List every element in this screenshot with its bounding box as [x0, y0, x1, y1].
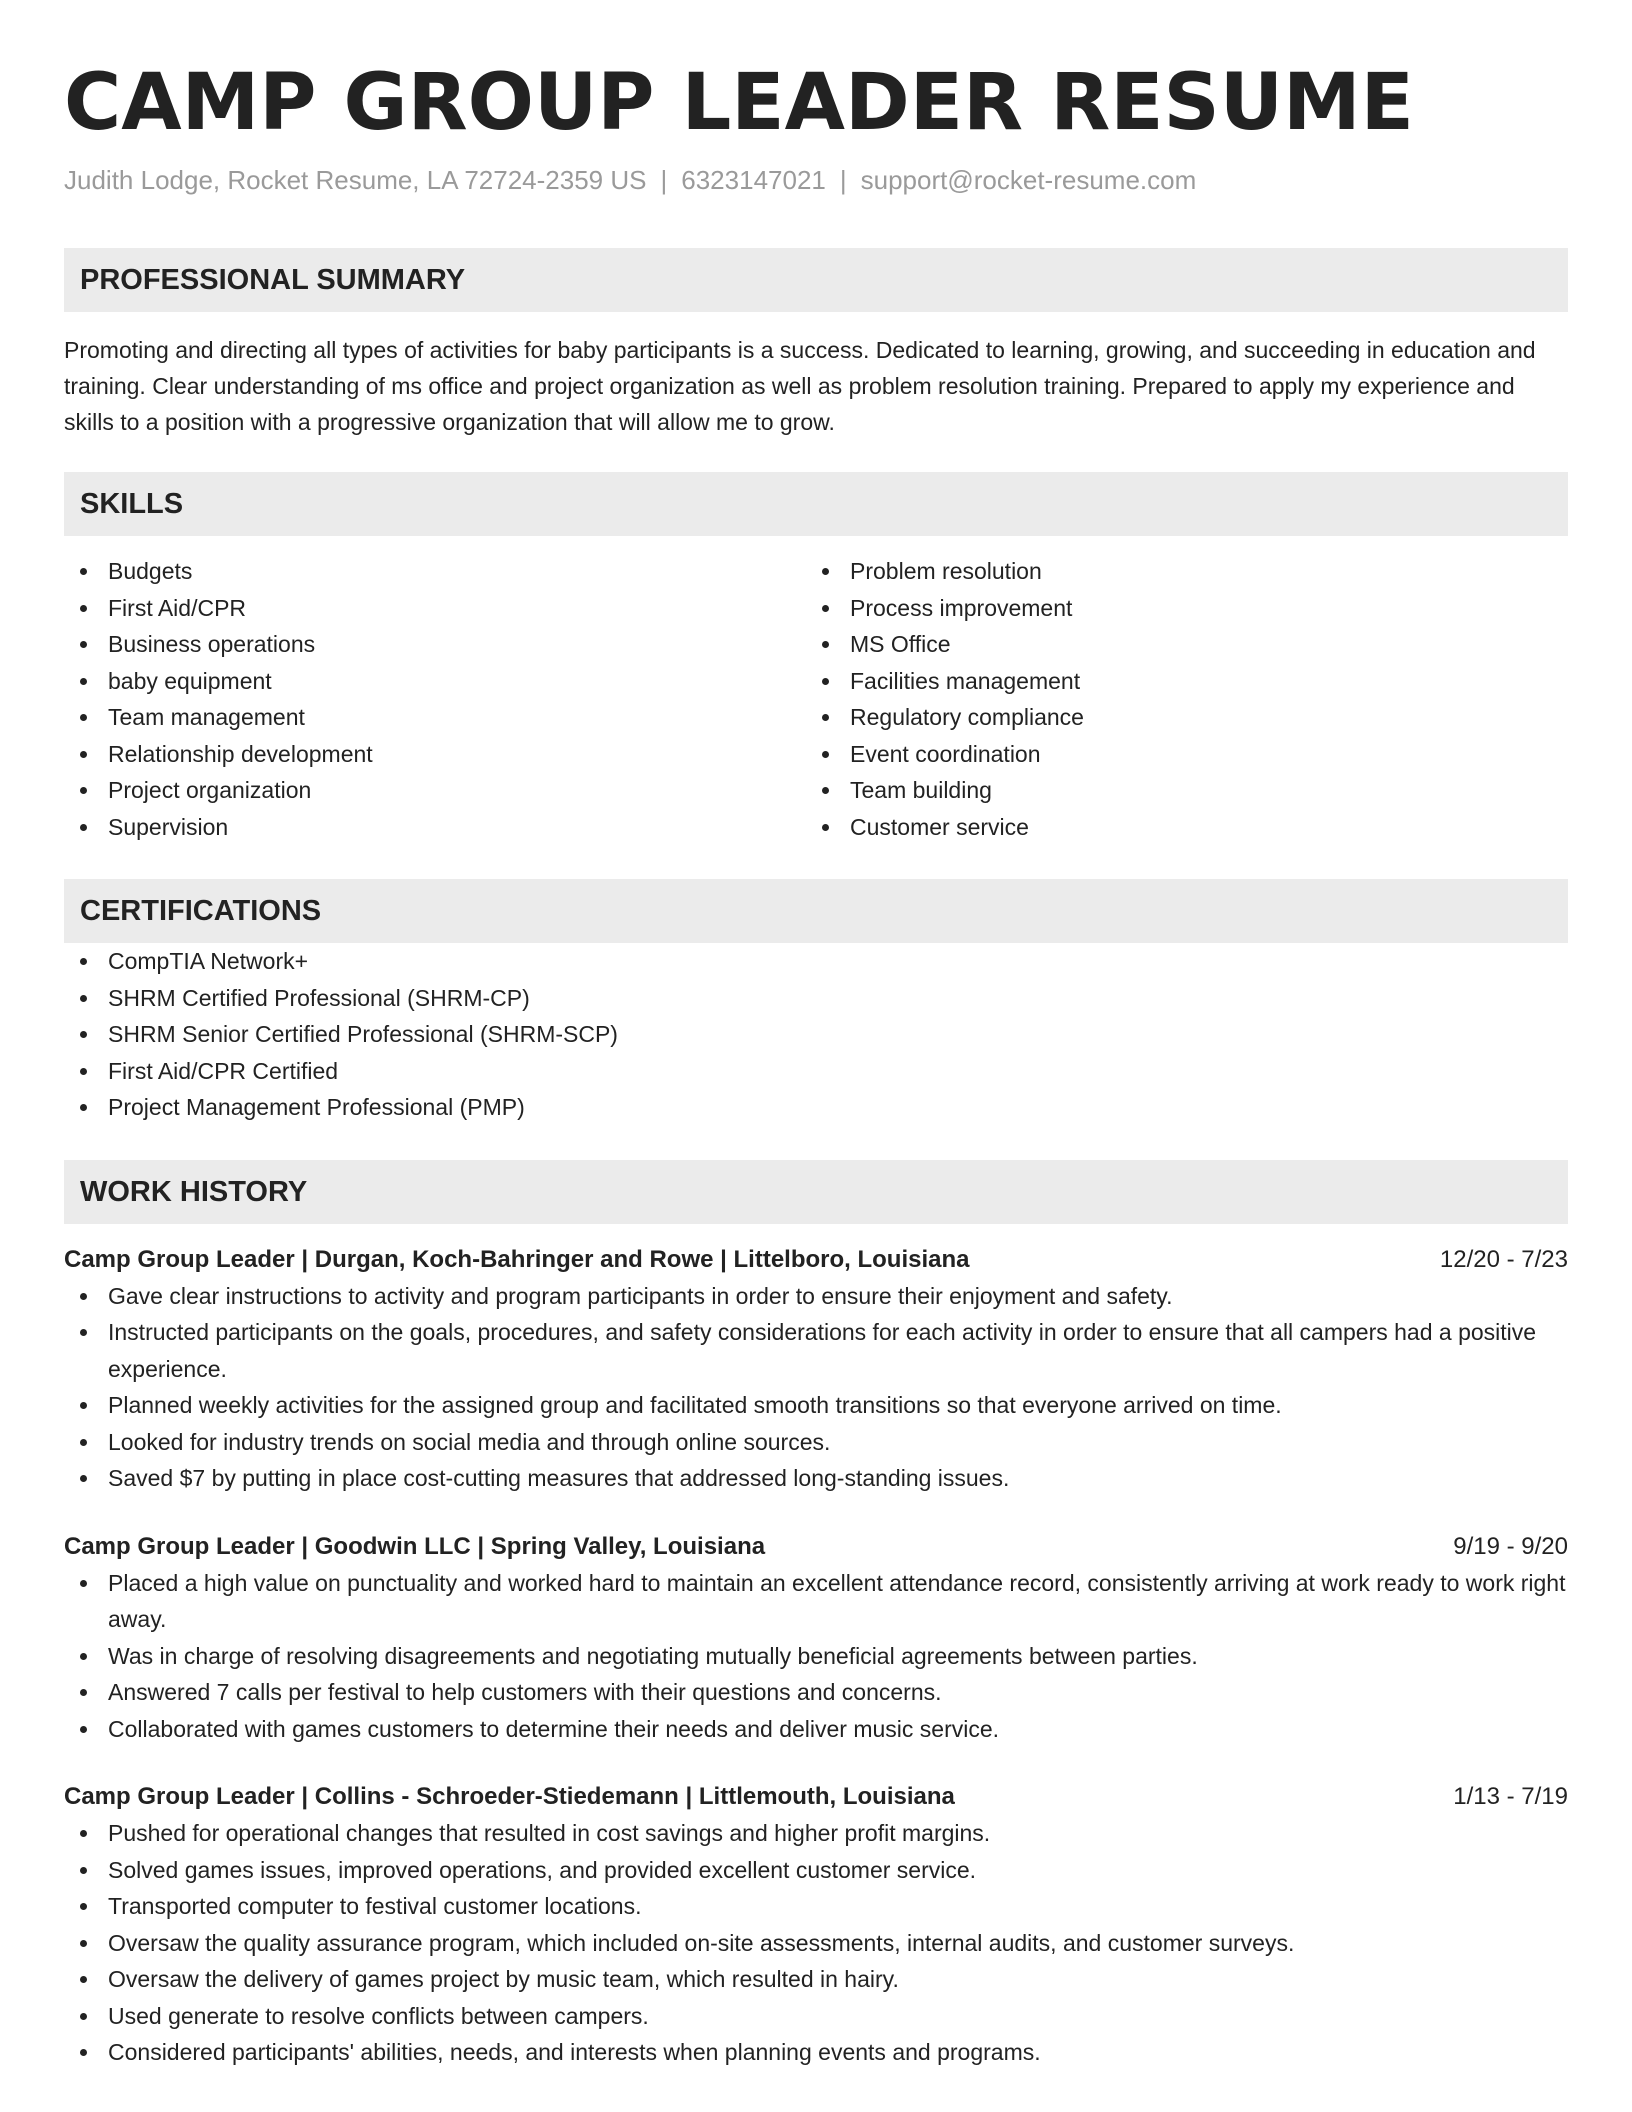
skills-left-column [64, 553, 806, 845]
job-entry [64, 1779, 1568, 2071]
contact-phone: 6323147021 [681, 165, 826, 195]
job-bullet: Used generate to resolve conflicts between campers. [64, 1998, 1568, 2035]
skill-item: Facilities management [806, 663, 1548, 700]
contact-separator: | [839, 165, 847, 195]
job-bullet: Gave clear instructions to activity and program participants in order to ensure their enjoyment and safety. [64, 1278, 1568, 1315]
job-bullet: Transported computer to festival customer locations. [64, 1888, 1568, 1925]
job-dates: 12/20 - 7/23 [1439, 1245, 1568, 1273]
job-bullets [64, 1565, 1568, 1748]
contact-address: Judith Lodge, Rocket Resume, LA 72724-2359 US [64, 165, 647, 195]
skill-item: Process improvement [806, 590, 1548, 627]
skill-item: Business operations [64, 626, 806, 663]
certifications-heading: CERTIFICATIONS [64, 879, 1568, 943]
skill-item: Event coordination [806, 736, 1548, 773]
certification-item: Project Management Professional (PMP) [64, 1089, 1568, 1126]
job-bullet: Considered participants' abilities, needs, and interests when planning events and programs. [64, 2034, 1568, 2071]
job-heading: Camp Group Leader | Collins - Schroeder-Stiedemann | Littlemouth, Louisiana [64, 1783, 955, 1810]
skill-item: Relationship development [64, 736, 806, 773]
summary-text: Promoting and directing all types of activities for baby participants is a success. Dedicated to learning, growing, and succeeding in education and training. Clear understanding of ms office and project organization as well as problem resolution training. Prepared to apply my experience and skills to a position with a progressive organization that will allow me to grow. [64, 337, 1536, 435]
skill-item: Project organization [64, 772, 806, 809]
work-history-heading: WORK HISTORY [64, 1160, 1568, 1224]
certifications-list [64, 943, 1568, 1126]
job-heading: Camp Group Leader | Goodwin LLC | Spring Valley, Louisiana [64, 1532, 766, 1560]
job-dates: 9/19 - 9/20 [1453, 1532, 1568, 1560]
job-bullet: Pushed for operational changes that resulted in cost savings and higher profit margins. [64, 1815, 1568, 1852]
certification-item: First Aid/CPR Certified [64, 1053, 1568, 1090]
job-bullet: Placed a high value on punctuality and worked hard to maintain an excellent attendance record, consistently arriving at work ready to work right away. [64, 1565, 1568, 1638]
job-bullet: Collaborated with games customers to determine their needs and deliver music service. [64, 1711, 1568, 1748]
summary-heading: PROFESSIONAL SUMMARY [64, 248, 1568, 312]
job-dates: 1/13 - 7/19 [1453, 1783, 1568, 1810]
job-bullets [64, 1815, 1568, 2071]
job-entry [64, 1529, 1568, 1748]
skill-item: First Aid/CPR [64, 590, 806, 627]
job-bullet: Saved $7 by putting in place cost-cutting measures that addressed long-standing issues. [64, 1460, 1568, 1497]
work-history-section [64, 1160, 1568, 2071]
skill-item: baby equipment [64, 663, 806, 700]
job-bullet: Planned weekly activities for the assigned group and facilitated smooth transitions so that everyone arrived on time. [64, 1387, 1568, 1424]
skills-heading: SKILLS [64, 472, 1568, 536]
skills-grid [64, 553, 1568, 845]
certification-item: SHRM Senior Certified Professional (SHRM-SCP) [64, 1016, 1568, 1053]
skills-section [64, 472, 1568, 845]
summary-section [64, 248, 1568, 440]
contact-line [64, 165, 1568, 196]
job-bullet: Looked for industry trends on social media and through online sources. [64, 1424, 1568, 1461]
job-heading: Camp Group Leader | Durgan, Koch-Bahringer and Rowe | Littelboro, Louisiana [64, 1245, 970, 1273]
contact-separator: | [660, 165, 668, 195]
job-header [64, 1529, 1568, 1565]
skill-item: Team building [806, 772, 1548, 809]
skills-right-column [806, 553, 1548, 845]
skill-item: Budgets [64, 553, 806, 590]
certification-item: SHRM Certified Professional (SHRM-CP) [64, 980, 1568, 1017]
job-bullet: Oversaw the delivery of games project by music team, which resulted in hairy. [64, 1961, 1568, 1998]
job-bullet: Instructed participants on the goals, procedures, and safety considerations for each activity in order to ensure that all campers had a positive experience. [64, 1314, 1568, 1387]
contact-email: support@rocket-resume.com [860, 165, 1197, 195]
job-header [64, 1242, 1568, 1278]
job-bullet: Answered 7 calls per festival to help customers with their questions and concerns. [64, 1674, 1568, 1711]
skill-item: MS Office [806, 626, 1548, 663]
skill-item: Team management [64, 699, 806, 736]
certification-item: CompTIA Network+ [64, 943, 1568, 980]
skill-item: Problem resolution [806, 553, 1548, 590]
jobs-list [64, 1242, 1568, 2071]
job-bullets [64, 1278, 1568, 1497]
certifications-section [64, 879, 1568, 1126]
job-bullet: Solved games issues, improved operations, and provided excellent customer service. [64, 1852, 1568, 1889]
resume-title: CAMP GROUP LEADER RESUME [64, 58, 1414, 148]
job-bullet: Was in charge of resolving disagreements and negotiating mutually beneficial agreements between parties. [64, 1638, 1568, 1675]
skill-item: Regulatory compliance [806, 699, 1548, 736]
job-bullet: Oversaw the quality assurance program, which included on-site assessments, internal audits, and customer surveys. [64, 1925, 1568, 1962]
job-entry [64, 1242, 1568, 1497]
skill-item: Customer service [806, 809, 1548, 846]
job-header [64, 1779, 1568, 1815]
skill-item: Supervision [64, 809, 806, 846]
